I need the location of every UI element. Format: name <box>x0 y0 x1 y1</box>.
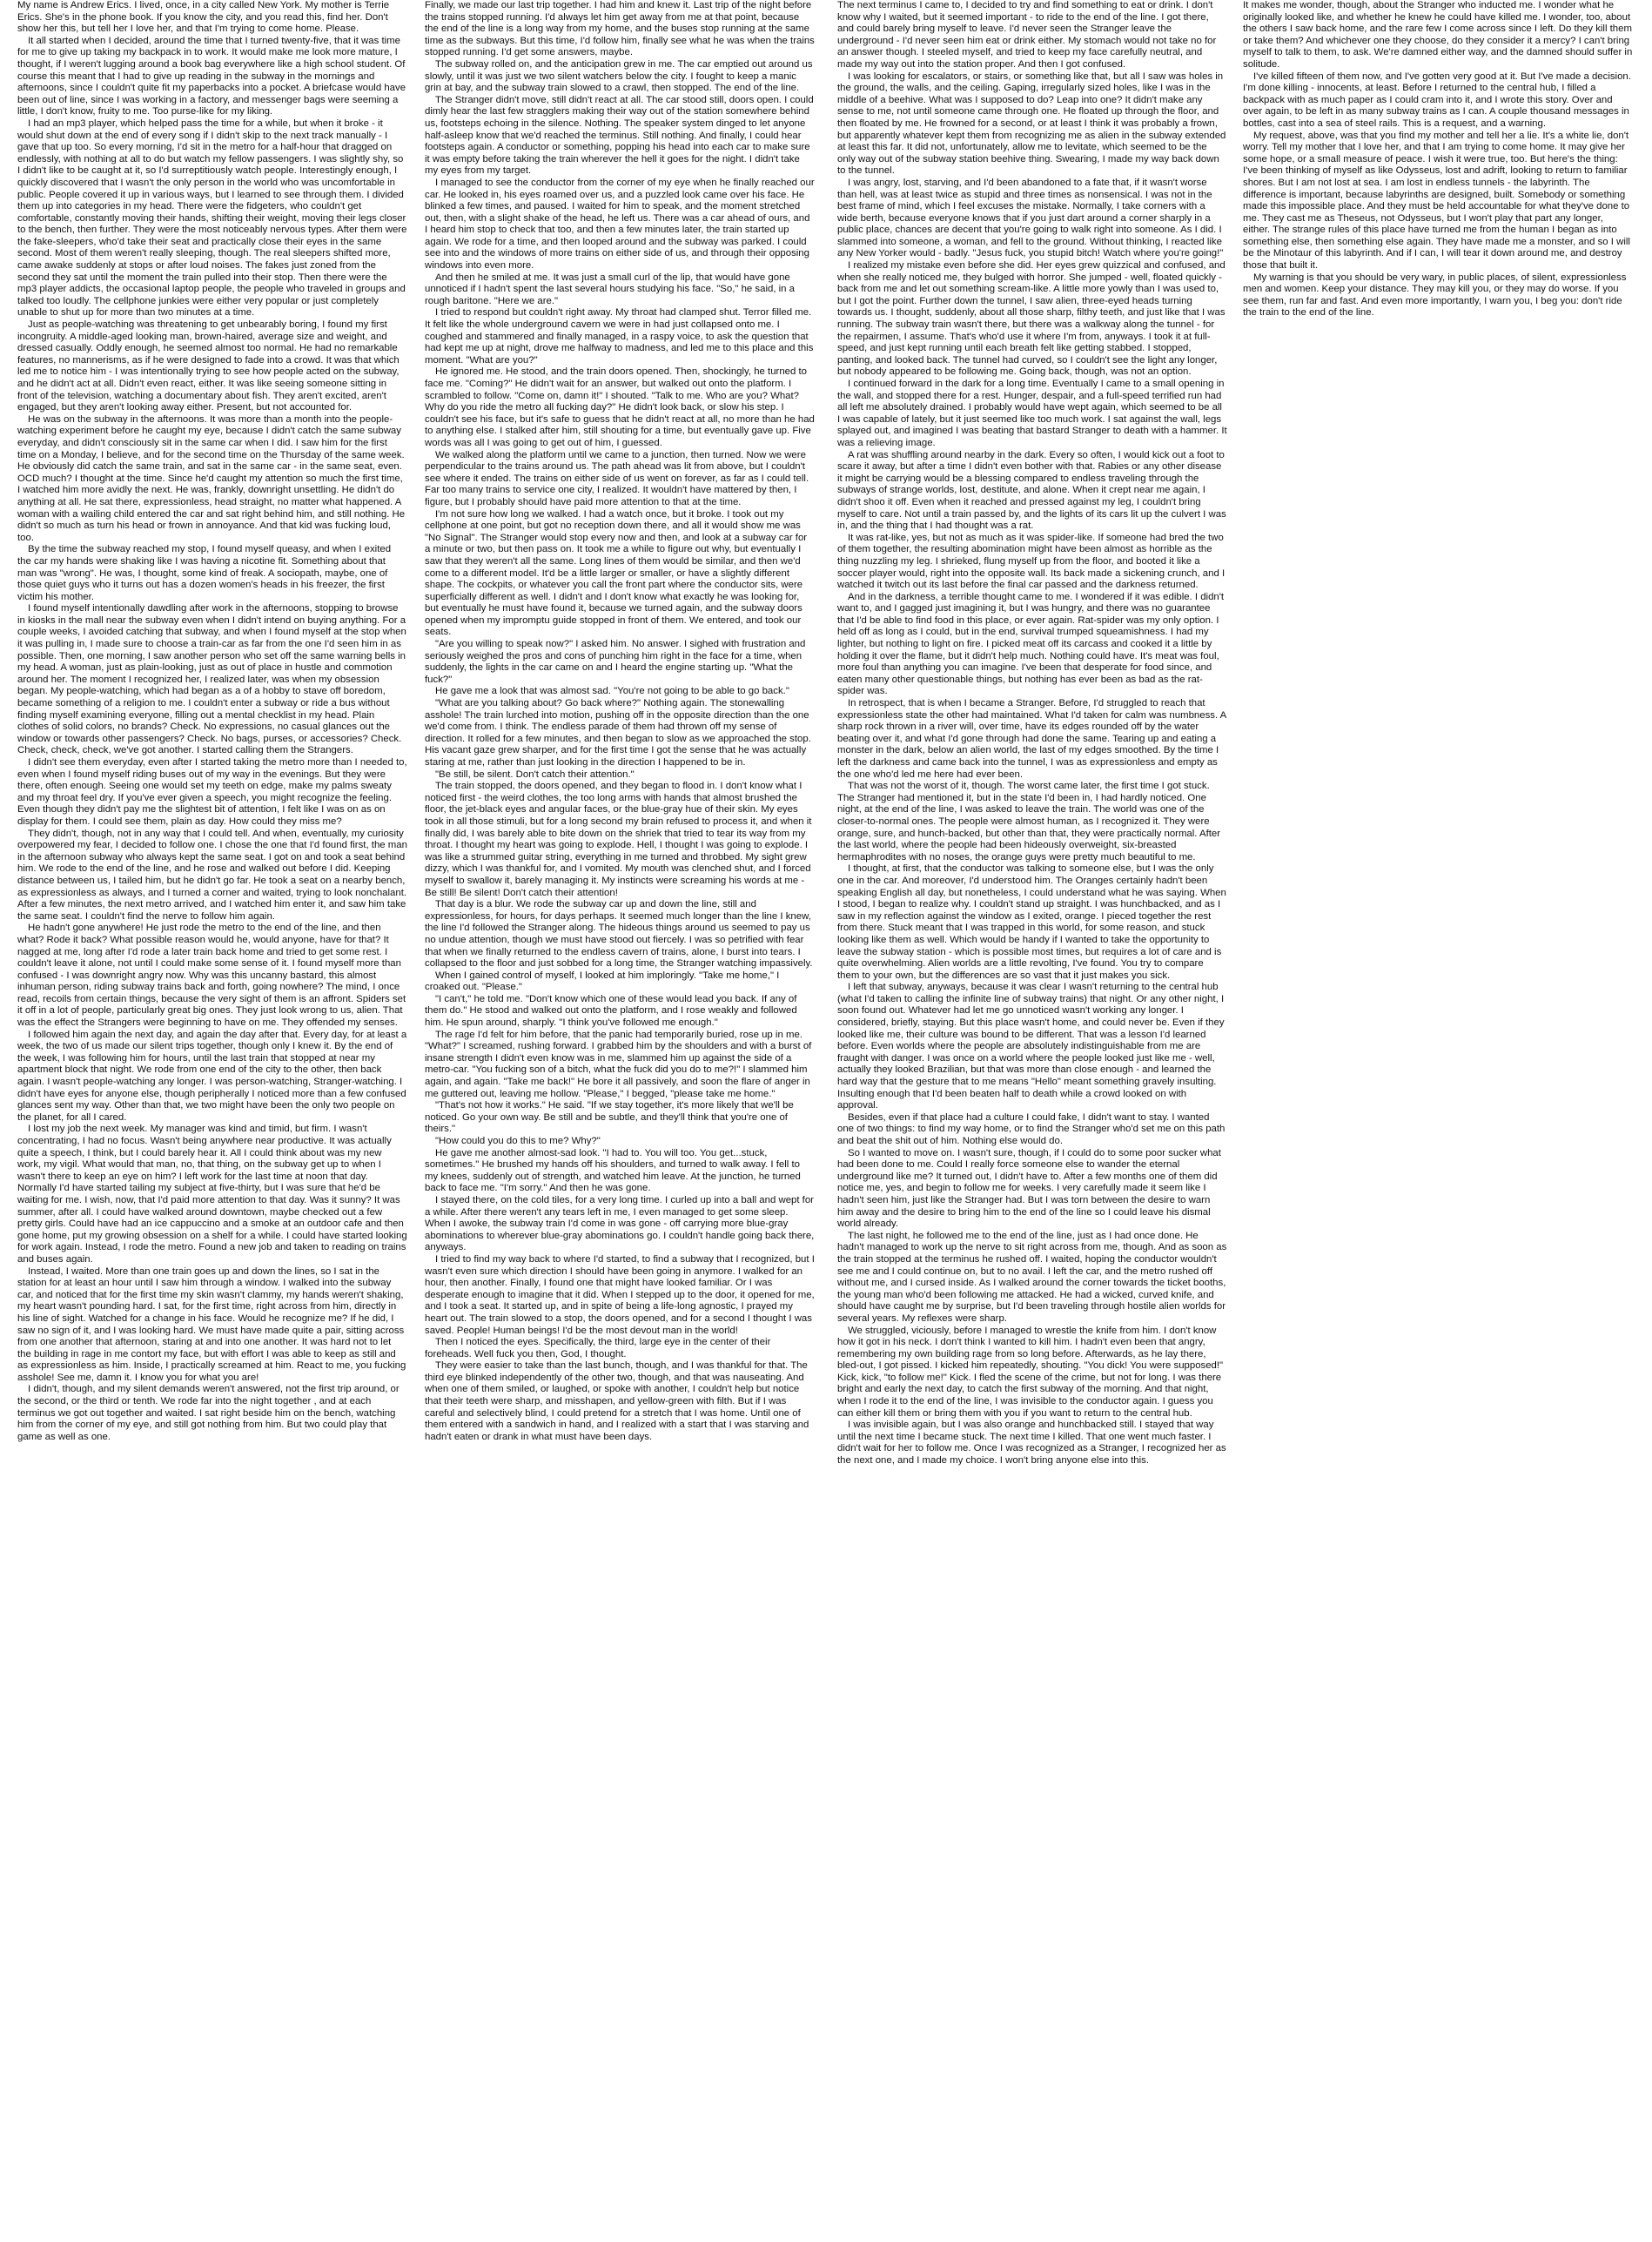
paragraph: I realized my mistake even before she did. Her eyes grew quizzical and confused, and when she really noticed me, they bulged with horror. She jumped - well, floated quickly - back from me and let out something scream-like. A little more yowly than I was used to, but I got the point. Further down the tunnel, I saw alien, three-eyed heads turning towards us. I thought, suddenly, about all those sharp, filthy teeth, and just like that I was running. The subway train wasn't there, but there was a walkway along the tunnel - for the repairmen, I assume. That's who'd use it where I'm from, anyways. I took it at full-speed, and just kept running until each breath felt like getting stabbed. I stopped, panting, and looked back. The tunnel had curved, so I couldn't see the light any longer, but nobody appeared to be following me. Going back, though, was not an option. <box>837 260 1226 378</box>
paragraph: Then I noticed the eyes. Specifically, the third, large eye in the center of their foreheads. Well fuck you then, God, I thought. <box>425 1337 771 1359</box>
paragraph: "Are you willing to speak now?" I asked him. No answer. I sighed with frustration and seriously weighed the pros and cons of punching him right in the face for a time, when suddenly, the lights in the car came on and I heard the engine starting up. "What the fuck?" <box>425 639 806 685</box>
paragraph: So I wanted to move on. I wasn't sure, though, if I could do to some poor sucker what had been done to me. Could I really force someone else to wander the eternal underground like me? It turned out, I didn't have to. After a few months one of them did notice me, yes, and begin to follow me for weeks. I very carefully made it seem like I hadn't seen him, just like the Stranger had. But I was torn between the desire to warn him away and the desire to bring him to the end of the line so I could leave his dismal world already. <box>837 1147 1221 1230</box>
paragraph: And then he smiled at me. It was just a small curl of the lip, that would have gone unnoticed if I hadn't spent the last several hours studying his face. "So," he said, in a rough baritone. "Here we are." <box>425 272 796 306</box>
paragraph: I lost my job the next week. My manager was kind and timid, but firm. I wasn't concentrating, I had no focus. Wasn't being anywhere near productive. It was actually quite a speech, I think, but I could barely hear it. All I could think about was my new work, my vigil. What would that man, no, that thing, on the subway get up to when I wasn't there to keep an eye on him? I left work for the last time at noon that day. Normally I'd have started tailing my subject at five-thirty, but I was sure that he'd be waiting for me. I wish, now, that I'd paid more attention to that day. Was it sunny? It was summer, after all. I could have walked around downtown, maybe checked out a few pretty girls. Could have had an ice cappuccino and a smoke at an outdoor cafe and then gone home, put my growing obsession on a shelf for a while. I could have started looking for work again. Instead, I rode the metro. Found a new job and taken to reading on trains and buses again. <box>17 1124 407 1265</box>
paragraph: I had an mp3 player, which helped pass the time for a while, but when it broke - it would shut down at the end of every song if I didn't skip to the next track manually - I gave that up too. So every morning, I'd sit in the metro for a half-hour that dragged on endlessly, with nothing at all to do but watch my fellow passengers. I was slightly shy, so I didn't like to be caught at it, so I'd surreptitiously watch people. Interestingly enough, I quickly discovered that I wasn't the only person in the world who was uncomfortable in public. People covered it up in various ways, but I learned to see through them. I divided them up into categories in my head. There were the fidgeters, who couldn't get comfortable, constantly moving their hands, shifting their weight, moving their legs closer to the bench, then further. They were the most noticeably nervous types. After them were the fake-sleepers, who'd take their seat and practically close their eyes in the same second. Most of them weren't really sleeping, though. The real sleepers shifted more, came awake suddenly at stops or after loud noises. The fakes just zoned from the second they sat until the moment the train pulled into their stop. Then there were the mp3 player addicts, the occasional laptop people, the people who traveled in groups and talked too loudly. The cellphone junkies were either very popular or just completely unable to shut up for more than two minutes at a time. <box>17 117 407 319</box>
paragraph: The next terminus I came to, I decided to try and find something to eat or drink. I don't know why I waited, but it seemed important - to ride to the end of the line. I got there, and could barely bring myself to leave. I'd never seen the Stranger leave the underground - I'd never seen him eat or drink either. My stomach would not take no for an answer though. I steeled myself, and tried to keep my face carefully neutral, and made my way out into the station proper. And then I got confused. <box>837 0 1217 70</box>
paragraph: He gave me a look that was almost sad. "You're not going to be able to go back." <box>435 686 789 697</box>
paragraph: A rat was shuffling around nearby in the dark. Every so often, I would kick out a foot to scare it away, but after a time I didn't even bother with that. Rabies or any other disease it might be carrying would be a blessing compared to endless traveling through the subways of strange worlds, lost, destitute, and alone. When it crept near me again, I didn't shoo it off. Even when it reached and pressed against my leg, I couldn't bring myself to care. Not until a train passed by, and the lights of its cars lit up the culvert I was in, and the thing that I had thought was a rat. <box>837 449 1226 532</box>
paragraph: He hadn't gone anywhere! He just rode the metro to the end of the line, and then what? Rode it back? What possible reason would he, would anyone, have for that? It nagged at me, long after I'd rode a later train back home and tried to get some rest. I couldn't leave it alone, not until I could make some sense of it. I found myself more than confused - I was downright angry now. Why was this uncanny bastard, this almost inhuman person, riding subway trains back and forth, going nowhere? The mind, I once read, recoils from certain things, because the very sight of them is an affront. Spiders set it off in a lot of people, particularly great big ones. They just look wrong to us, alien. That was the effect the Strangers were beginning to have on me. They offended my senses. <box>17 923 406 1029</box>
paragraph: I tried to find my way back to where I'd started, to find a subway that I recognized, but I wasn't even sure which direction I should have been going in anymore. I walked for an hour, then another. Finally, I found one that might have looked familiar. Or I was desperate enough to imagine that it did. When I stepped up to the door, it opened for me, and I took a seat. It started up, and in spite of being a life-long agnostic, I prayed my heart out. The train slowed to a stop, the doors opened, and for a second I thought I was saved. People! Human beings! I'd be the most devout man in the world! <box>425 1253 815 1336</box>
paragraph: He gave me another almost-sad look. "I had to. You will too. You get...stuck, sometimes." He brushed my hands off his shoulders, and turned to walk away. I fell to my knees, suddenly out of strength, and watched him leave. At the junction, he turned back to face me. "I'm sorry." And then he was gone. <box>425 1147 801 1194</box>
paragraph: "Be still, be silent. Don't catch their attention." <box>435 769 635 780</box>
paragraph: By the time the subway reached my stop, I found myself queasy, and when I exited the car my hands were shaking like I was having a nicotine fit. Something about that man was "wrong". He was, I thought, some kind of freak. A sociopath, maybe, one of those quiet guys who it turns out has a dozen women's heads in his freezer, the first victim his mother. <box>17 544 392 602</box>
paragraph: I found myself intentionally dawdling after work in the afternoons, stopping to browse in kiosks in the mall near the subway even when I didn't intend on buying anything. For a couple weeks, I avoided catching that subway, and when I found myself at the stop when it was pulling in, I made sure to choose a train-car as far from the one I'd seen him in as possible. Then, one morning, I saw another person who set off the same warning bells in my head. A woman, just as plain-looking, just as out of place in hustle and commotion around her. The moment I recognized her, I realized later, was when my obsession began. My people-watching, which had began as a of a hobby to stave off boredom, became something of a religion to me. I couldn't enter a subway or ride a bus without finding myself examining everyone, filling out a mental checklist in my head. Plain clothes of solid colors, no brands? Check. No expressions, no casual glances out the window or towards other passengers? Check. No bags, purses, or accessories? Check. Check, check, check, we've got another. I started calling them the Strangers. <box>17 603 406 756</box>
paragraph: It all started when I decided, around the time that I turned twenty-five, that it was time for me to give up taking my backpack in to work. It would make me look more mature, I thought, if I weren't lugging around a book bag everywhere like a high school student. Of course this meant that I had to give up reading in the subway in the mornings and afternoons, since I couldn't quite fit my paperbacks into a pocket. A briefcase would have been out of line, since I was working in a factory, and messenger bags were seeming a little, I don't know, fruity to me. Too purse-like for my liking. <box>17 35 406 117</box>
paragraph: "I can't," he told me. "Don't know which one of these would lead you back. If any of them do." He stood and walked out onto the platform, and I rose weakly and followed him. He spun around, sharply. "I think you've followed me enough." <box>425 993 797 1029</box>
paragraph: I was angry, lost, starving, and I'd been abandoned to a fate that, if it wasn't worse than hell, was at least twice as stupid and three times as nonsensical. I was not in the best frame of mind, which I feel excuses the mistake. Normally, I take corners with a wide berth, because everyone knows that if you just dart around a corner sharply in a public place, chances are decent that you're going to walk right into someone. As I did. I slammed into someone, a woman, and fell to the ground. Without thinking, I reacted like any New Yorker would - badly. "Jesus fuck, you stupid bitch! Watch where you're going!" <box>837 177 1224 259</box>
paragraph: When I gained control of myself, I looked at him imploringly. "Take me home," I croaked out. "Please." <box>425 970 780 993</box>
paragraph: I managed to see the conductor from the corner of my eye when he finally reached our car. He looked in, his eyes roamed over us, and a puzzled look came over his face. He blinked a few times, and paused. I waited for him to speak, and the moment stretched out, then, with a slight shake of the head, he left us. There was a car ahead of ours, and I heard him stop to check that too, and then a few minutes later, the train started up again. We rode for a time, and then looped around and the subway was parked. I could see into and the windows of more trains on either side of us, and through their opposing windows into even more. <box>425 177 815 272</box>
paragraph: "How could you do this to me? Why?" <box>435 1136 601 1146</box>
paragraph: And in the darkness, a terrible thought came to me. I wondered if it was edible. I didn't want to, and I gagged just imagining it, but I was hungry, and there was no guarantee that I'd be able to find food in this place, or ever again. Rat-spider was my only option. I held off as long as I could, but in the end, survival trumped squeamishness. I had my lighter, but nothing to light on fire. I picked meat off its carcass and cooked it a little by holding it over the flame, but it didn't help much. Nothing could have. It's meat was foul, more foul than anything you can imagine. I've been that desperate for food since, and eaten many other questionable things, but nothing has ever been as bad as the rat-spider was. <box>837 591 1225 697</box>
paragraph: That was not the worst of it, though. The worst came later, the first time I got stuck. The Stranger had mentioned it, but in the state I'd been in, I had hardly noticed. One night, at the end of the line, I was asked to leave the train. The world was one of the closer-to-normal ones. The people were almost human, as I recognized it. They were orange, sure, and hunch-backed, but other than that, they were practically normal. After the last world, where the people had been hideously overweight, six-breasted hermaphrodites with no noses, the orange guys were pretty much beautiful to me. <box>837 781 1221 863</box>
paragraph: I'm not sure how long we walked. I had a watch once, but it broke. I took out my cellphone at one point, but got no reception down there, and all it would show me was "No Signal". The Stranger would stop every now and then, and look at a subway car for a minute or two, but then pass on. It took me a while to figure out why, but eventually I saw that they weren't all the same. Long lines of them would be similar, and then we'd come to a different model. It'd be a little larger or smaller, or have a slightly different shape. The cockpits, or whatever you call the front part where the conductor sits, were superficially different as well. I didn't and I don't know what exactly he was looking for, but eventually he must have found it, because we turned again, and the subway doors opened when my impromptu guide stopped in front of them. We entered, and took our seats. <box>425 508 808 638</box>
paragraph: The train stopped, the doors opened, and they began to flood in. I don't know what I noticed first - the weird clothes, the too long arms with hands that almost brushed the floor, the jet-black eyes and angular faces, or the blue-gray hue of their skin. My eyes took in all those stimuli, but for a long second my brain refused to process it, and when it finally did, I was barely able to bite down on the shriek that tried to tear its way from my throat. I thought my heart was going to explode. Hell, I thought I was going to explode. I was like a strummed guitar string, everything in me turned and throbbed. My sight grew dizzy, which I was thankful for, and I vomited. My mouth was clenched shut, and I forced myself to swallow it, barely managing it. My instincts were screaming his words at me - Be still! Be silent! Don't catch their attention! <box>425 781 812 898</box>
paragraph: Besides, even if that place had a culture I could fake, I didn't want to stay. I wanted one of two things: to find my way home, or to find the Stranger who'd set me on this path and beat the shit out of him. Nothing else would do. <box>837 1111 1226 1146</box>
paragraph: My name is Andrew Erics. I lived, once, in a city called New York. My mother is Terrie Erics. She's in the phone book. If you know the city, and you read this, find her. Don't show her this, but tell her I love her, and that I'm trying to come home. Please. <box>17 0 390 35</box>
text-column-4 <box>1243 0 1633 319</box>
paragraph: He ignored me. He stood, and the train doors opened. Then, shockingly, he turned to face me. "Coming?" He didn't wait for an answer, but walked out onto the platform. I scrambled to follow. "Come on, damn it!" I shouted. "Talk to me. Who are you? What? Why do you ride the metro all fucking day?" He didn't look back, or slow his step. I couldn't see his face, but it's safe to guess that he didn't react at all, no more than he had to anything else. I stalked after him, still shouting for a time, but eventually gave up. Five words was all I was going to get out of him, I guessed. <box>425 366 815 448</box>
paragraph: I was looking for escalators, or stairs, or something like that, but all I saw was holes in the ground, the walls, and the ceiling. Gaping, irregularly sized holes, like I was in the middle of a beehive. What was I supposed to do? Leap into one? It didn't make any sense to me, not until someone came through one. He floated up through the floor, and then floated by me. He frowned for a second, or at least I think it was probably a frown, but apparently whatever kept them from recognizing me as alien in the subway extended at least this far. It did not, unfortunately, allow me to levitate, which seemed to be the only way out of the subway station beehive thing. Swearing, I made my way back down to the tunnel. <box>837 70 1226 177</box>
paragraph: We walked along the platform until we came to a junction, then turned. Now we were perpendicular to the trains around us. The path ahead was lit from above, but I couldn't see where it ended. The trains on either side of us went on forever, as far as I could tell. Far too many trains to service one city, I realized. It wouldn't have mattered by then, I figure, but I probably should have paid more attention to that at the time. <box>425 449 809 507</box>
paragraph: I was invisible again, but I was also orange and hunchbacked still. I stayed that way until the next time I became stuck. The next time I killed. That one went much faster. I didn't wait for her to follow me. Once I was recognized as a Stranger, I recognized her as the next one, and I made my choice. I won't bring anyone else into this. <box>837 1420 1226 1467</box>
paragraph: The rage I'd felt for him before, that the panic had temporarily buried, rose up in me. "What?" I screamed, rushing forward. I grabbed him by the shoulders and with a burst of insane strength I didn't even know was in me, slammed him up against the side of a metro-car. "You fucking son of a bitch, what the fuck did you do to me?!" I slammed him again, and again. "Take me back!" He bore it all passively, and soon the flare of anger in me guttered out, leaving me hollow. "Please," I begged, "please take me home." <box>425 1029 812 1099</box>
paragraph: He was on the subway in the afternoons. It was more than a month into the people-watching experiment before he caught my eye, because I didn't catch the same subway everyday, and didn't consciously sit in the same car when I did. I saw him for the first time on a Monday, I believe, and for the second time on the Thursday of the same week. He obviously did catch the same train, and sat in the same car - in the same seat, even. OCD much? I thought at the time. Since he'd caught my attention so much the first time, I watched him more avidly the next. He was, frankly, downright unsettling. He didn't do anything at all. He sat there, expressionless, head straight, no matter what happened. A woman with a wailing child entered the car and sat right behind him, and still nothing. He didn't so much as turn his head or frown in annoyance. And that kid was fucking loud, too. <box>17 413 406 543</box>
paragraph: I tried to respond but couldn't right away. My throat had clamped shut. Terror filled me. It felt like the whole underground cavern we were in had just collapsed onto me. I coughed and stammered and finally managed, in a raspy voice, to ask the question that had kept me up at night, drove me halfway to madness, and led me to this place and this moment. "What are you?" <box>425 307 814 366</box>
paragraph: It was rat-like, yes, but not as much as it was spider-like. If someone had bred the two of them together, the resulting abomination might have been almost as horrible as the thing nuzzling my leg. I shrieked, flung myself up from the floor, and booted it like a soccer player would, right into the opposite wall. Its back made a sickening crunch, and I watched it twitch out its last before the final car passed and the darkness returned. <box>837 532 1226 591</box>
paragraph: My request, above, was that you find my mother and tell her a lie. It's a white lie, don't worry. Tell my mother that I love her, and that I am trying to come home. It may give her some hope, or a small measure of peace. I wish it were true, too. But here's the thing: I've been thinking of myself as like Odysseus, lost and adrift, looking to return to familiar shores. But I am not lost at sea. I am lost in endless tunnels - the labyrinth. The difference is important, because labyrinths are designed, built. Somebody or something made this impossible place. And they must be held accountable for what they've done to me. They cast me as Theseus, not Odysseus, but I won't play that part any longer, either. The strange rules of this place have turned me from the human I began as into something else, then something else again. They have made me a monster, and so I will be the Minotaur of this labyrinth. And if I can, I will tear it down around me, and destroy those that built it. <box>1243 130 1630 272</box>
paragraph: "What are you talking about? Go back where?" Nothing again. The stonewalling asshole! The train lurched into motion, pushing off in the opposite direction than the one we'd come from. I think. The endless parade of them had thrown off my sense of direction. It rolled for a few minutes, and then began to slow as we approached the stop. His vacant gaze grew sharper, and for the first time I got the sense that he was actually staring at me, rather than just looking in the direction I happened to be in. <box>425 698 811 768</box>
paragraph: I've killed fifteen of them now, and I've gotten very good at it. But I've made a decision. I'm done killing - innocents, at least. Before I returned to the central hub, I filled a backpack with as much paper as I could cram into it, and I wrote this story. Over and over again, to be left in as many subway trains as I can. A couple thousand messages in bottles, cast into a sea of steel rails. This is a request, and a warning. <box>1243 70 1631 129</box>
paragraph: I followed him again the next day, and again the day after that. Every day, for at least a week, the two of us made our silent trips together, though only I knew it. By the end of the week, I was following him for hours, until the last train that stopped at near my apartment block that night. We rode from one end of the city to the other, then back again. I wasn't people-watching any longer. I was person-watching, Stranger-watching. I didn't have eyes for anyone else, though peripherally I noticed more than a few confused glances sent my way. Other than that, we two might have been the only two people on the planet, for all I cared. <box>17 1029 407 1123</box>
paragraph: In retrospect, that is when I became a Stranger. Before, I'd struggled to reach that expressionless state the other had maintained. What I'd taken for calm was numbness. A sharp rock thrown in a river will, over time, have its edges rounded off by the water beating over it, and what I'd gone through had done the same. Tearing up and eating a monster in the dark, below an alien world, the last of my edges smoothed. By the time I left the darkness and came back into the tunnel, I was as expressionless and empty as the one who'd led me here had ever been. <box>837 698 1226 780</box>
text-column-2 <box>425 0 815 1443</box>
paragraph: My warning is that you should be very wary, in public places, of silent, expressionless men and women. Keep your distance. They may kill you, or they may do worse. If you see them, run far and fast. And even more importantly, I warn you, I beg you: don't ride the train to the end of the line. <box>1243 272 1627 319</box>
paragraph: They didn't, though, not in any way that I could tell. And when, eventually, my curiosity overpowered my fear, I decided to follow one. I chose the one that I'd found first, the man in the afternoon subway who always kept the same seat. I got on and took a seat behind him. We rode to the end of the line, and he rose and walked out before I did. Keeping distance between us, I tailed him, but he didn't go far. He took a seat on a nearby bench, as expressionless as always, and I turned a corner and waited, trying to look nonchalant. After a few minutes, the next metro arrived, and I watched him enter it, and saw him take the same seat. I couldn't find the nerve to follow him again. <box>17 828 407 922</box>
paragraph: I stayed there, on the cold tiles, for a very long time. I curled up into a ball and wept for a while. After there weren't any tears left in me, I even managed to get some sleep. When I awoke, the subway train I'd come in was gone - off carrying more blue-gray abominations to wherever blue-gray abominations go. I couldn't handle going back there, anyways. <box>425 1194 815 1253</box>
paragraph: That day is a blur. We rode the subway car up and down the line, still and expressionless, for hours, for days perhaps. It seemed much longer than the line I knew, the line I'd followed the Stranger along. The hideous things around us seemed to pay us no undue attention, though we must have stood out fiercely. I was so petrified with fear that when we finally returned to the endless cavern of trains, alone, I burst into tears. I collapsed to the floor and just sobbed for a long time, the Stranger watching impassively. <box>425 899 813 970</box>
paragraph: They were easier to take than the last bunch, though, and I was thankful for that. The third eye blinked independently of the other two, though, and that was nauseating. And when one of them smiled, or laughed, or spoke with another, I couldn't help but notice that their teeth were sharp, and misshapen, and yellow-green with filth. But if I was careful and selectively blind, I could pretend for a stretch that I was home. Until one of them entered with a sandwich in hand, and I realized with a start that I was starving and hadn't eaten or drank in what must have been days. <box>425 1360 809 1442</box>
text-column-3 <box>837 0 1227 1467</box>
paragraph: Just as people-watching was threatening to get unbearably boring, I found my first incongruity. A middle-aged looking man, brown-haired, average size and weight, and dressed casually. Oddly enough, he seemed almost too normal. He had no remarkable features, no mannerisms, as if he were designed to fade into a crowd. It was that which led me to notice him - I was intentionally trying to see how people acted on the subway, and he didn't act at all. Didn't even react, either. It was like seeing someone sitting in front of the television, watching a documentary about fish. They aren't excited, aren't engaged, but they aren't looking away either. Present, but not accounted for. <box>17 319 400 413</box>
paragraph: Finally, we made our last trip together. I had him and knew it. Last trip of the night before the trains stopped running. I'd always let him get away from me at that point, because the end of the line is a long way from my home, and the buses stop running at the same time as the subways. But this time, I'd follow him, finally see what he was when the trains stopped running. I'd get some answers, maybe. <box>425 0 815 58</box>
paragraph: We struggled, viciously, before I managed to wrestle the knife from him. I don't know how it got in his neck. I don't think I wanted to kill him. I hadn't even been that angry, remembering my own building rage from so long before. Afterwards, as he lay there, bled-out, I got pissed. I kicked him repeatedly, shouting. "You dick! You were supposed!" Kick, kick, "to follow me!" Kick. I fled the scene of the crime, but not for long. I was there bright and early the next day, to catch the first subway of the morning. And that night, when I rode it to the end of the line, I was invisible to the conductor again. I guess you can either kill them or bring them with you if you want to return to the central hub. <box>837 1325 1224 1419</box>
paragraph: I didn't, though, and my silent demands weren't answered, not the first trip around, or the second, or the third or tenth. We rode far into the night together , and at each terminus we got out together and waited. I sat right beside him on the bench, watching him from the corner of my eye, and still got nothing from him. But two could play that game as well as one. <box>17 1384 400 1442</box>
paragraph: It makes me wonder, though, about the Stranger who inducted me. I wonder what he originally looked like, and whether he knew he could have killed me. I wonder, too, about the others I saw back home, and the rare few I come across since I left. Do they kill them or take them? And whichever one they choose, do they consider it a mercy? I can't bring myself to talk to them, to ask. We're damned either way, and the damned should suffer in solitude. <box>1243 0 1633 70</box>
paragraph: The last night, he followed me to the end of the line, just as I had once done. He hadn't managed to work up the nerve to sit right across from me, though. And as soon as the train stopped at the terminus he rushed off. I waited, hoping the conductor wouldn't see me and I could continue on, but to no avail. I left the car, and the metro rushed off without me, and I cursed inside. As I walked around the corner towards the ticket booths, the young man who'd been following me attacked. He had a wicked, curved knife, and should have caught me by surprise, but I'd been traveling through hostile alien worlds for several years. My reflexes were sharp. <box>837 1230 1227 1324</box>
paragraph: The subway rolled on, and the anticipation grew in me. The car emptied out around us slowly, until it was just we two silent watchers below the city. I fought to keep a manic grin at bay, and the subway train slowed to a crawl, then stopped. The end of the line. <box>425 58 813 94</box>
text-column-1 <box>17 0 407 1443</box>
paragraph: I didn't see them everyday, even after I started taking the metro more than I needed to, even when I found myself riding buses out of my way in the evenings. But they were there, often enough. Seeing one would set my teeth on edge, make my palms sweaty and my throat feel dry. If you've ever given a speech, you might recognize the feeling. Even though they didn't pay me the slightest bit of attention, I felt like I was on as on display for them. I could see them, plain as day. How could they miss me? <box>17 757 407 827</box>
paragraph: Instead, I waited. More than one train goes up and down the lines, so I sat in the station for at least an hour until I saw him through a window. I walked into the subway car, and noticed that for the first time my skin wasn't clammy, my hands weren't shaking, my heart wasn't pounding hard. I sat, for the first time, right across from him, directly in his line of sight. Watched for a change in his face. Would he recognize me? If he did, I saw no sign of it, and I was looking hard. We must have made quite a pair, sitting across from one another that afternoon, staring at and into one another. It was hard not to let the building in rage in me contort my face, but with effort I was able to keep as still and as expressionless as him. Inside, I practically screamed at him. React to me, you fucking asshole! See me, damn it. I know you for what you are! <box>17 1265 406 1383</box>
paragraph: The Stranger didn't move, still didn't react at all. The car stood still, doors open. I could dimly hear the last few stragglers making their way out of the station somewhere behind us, footsteps echoing in the silence. Nothing. The speaker system dinged to let anyone half-asleep know that we'd reached the terminus. Still nothing. And finally, I could hear footsteps again. A conductor or something, popping his head into each car to make sure it was empty before taking the train wherever the hell it goes for the night. I didn't take my eyes from my target. <box>425 94 814 177</box>
paragraph: I continued forward in the dark for a long time. Eventually I came to a small opening in the wall, and stopped there for a rest. Hunger, despair, and a full-speed terrified run had all left me absolutely drained. I probably would have wept again, which seemed to be all I was capable of lately, but it just seemed like too much work. I sat against the wall, legs splayed out, and imagined I was beating that bastard Stranger to death with a hammer. It was a relieving image. <box>837 379 1227 448</box>
paragraph: "That's not how it works." He said. "If we stay together, it's more likely that we'll be noticed. Go your own way. Be still and be subtle, and they'll think that you're one of theirs." <box>425 1100 794 1135</box>
paragraph: I left that subway, anyways, because it was clear I wasn't returning to the central hub (what I'd taken to calling the infinite line of subway trains) that night. Or any other night, I soon found out. Whatever had let me go unnoticed wasn't working any longer. I considered, briefly, staying. But this place wasn't home, and could never be. Even if they looked like me, their culture was bound to be different. That was a lesson I'd learned before. Even worlds where the people are absolutely indistinguishable from me are fraught with danger. I was once on a world where the people looked just like me - well, actually they looked Brazilian, but that was more than close enough - and learned the hard way that the gesture that to me means "Hello" meant something gravely insulting. Insulting enough that I'd been beaten half to death while a crowd looked on with approval. <box>837 982 1225 1111</box>
paragraph: I thought, at first, that the conductor was talking to someone else, but I was the only one in the car. And moreover, I'd understood him. The Oranges certainly hadn't been speaking English all day, but nonetheless, I could understand what he was saying. When I stood, I began to realize why. I couldn't stand up straight. I was hunchbacked, and as I saw in my reflection against the window as I exited, orange. I pieced together the rest from there. Stuck meant that I was trapped in this world, for some reason, and stuck looking like them as well. Which would be handy if I wanted to take the opportunity to leave the subway station - which is possible most times, but requires a lot of care and is quite overwhelming. Alien worlds are a little revolting, I've found. You try to compare them to your own, but the differences are so vast that it just makes you sick. <box>837 863 1226 981</box>
